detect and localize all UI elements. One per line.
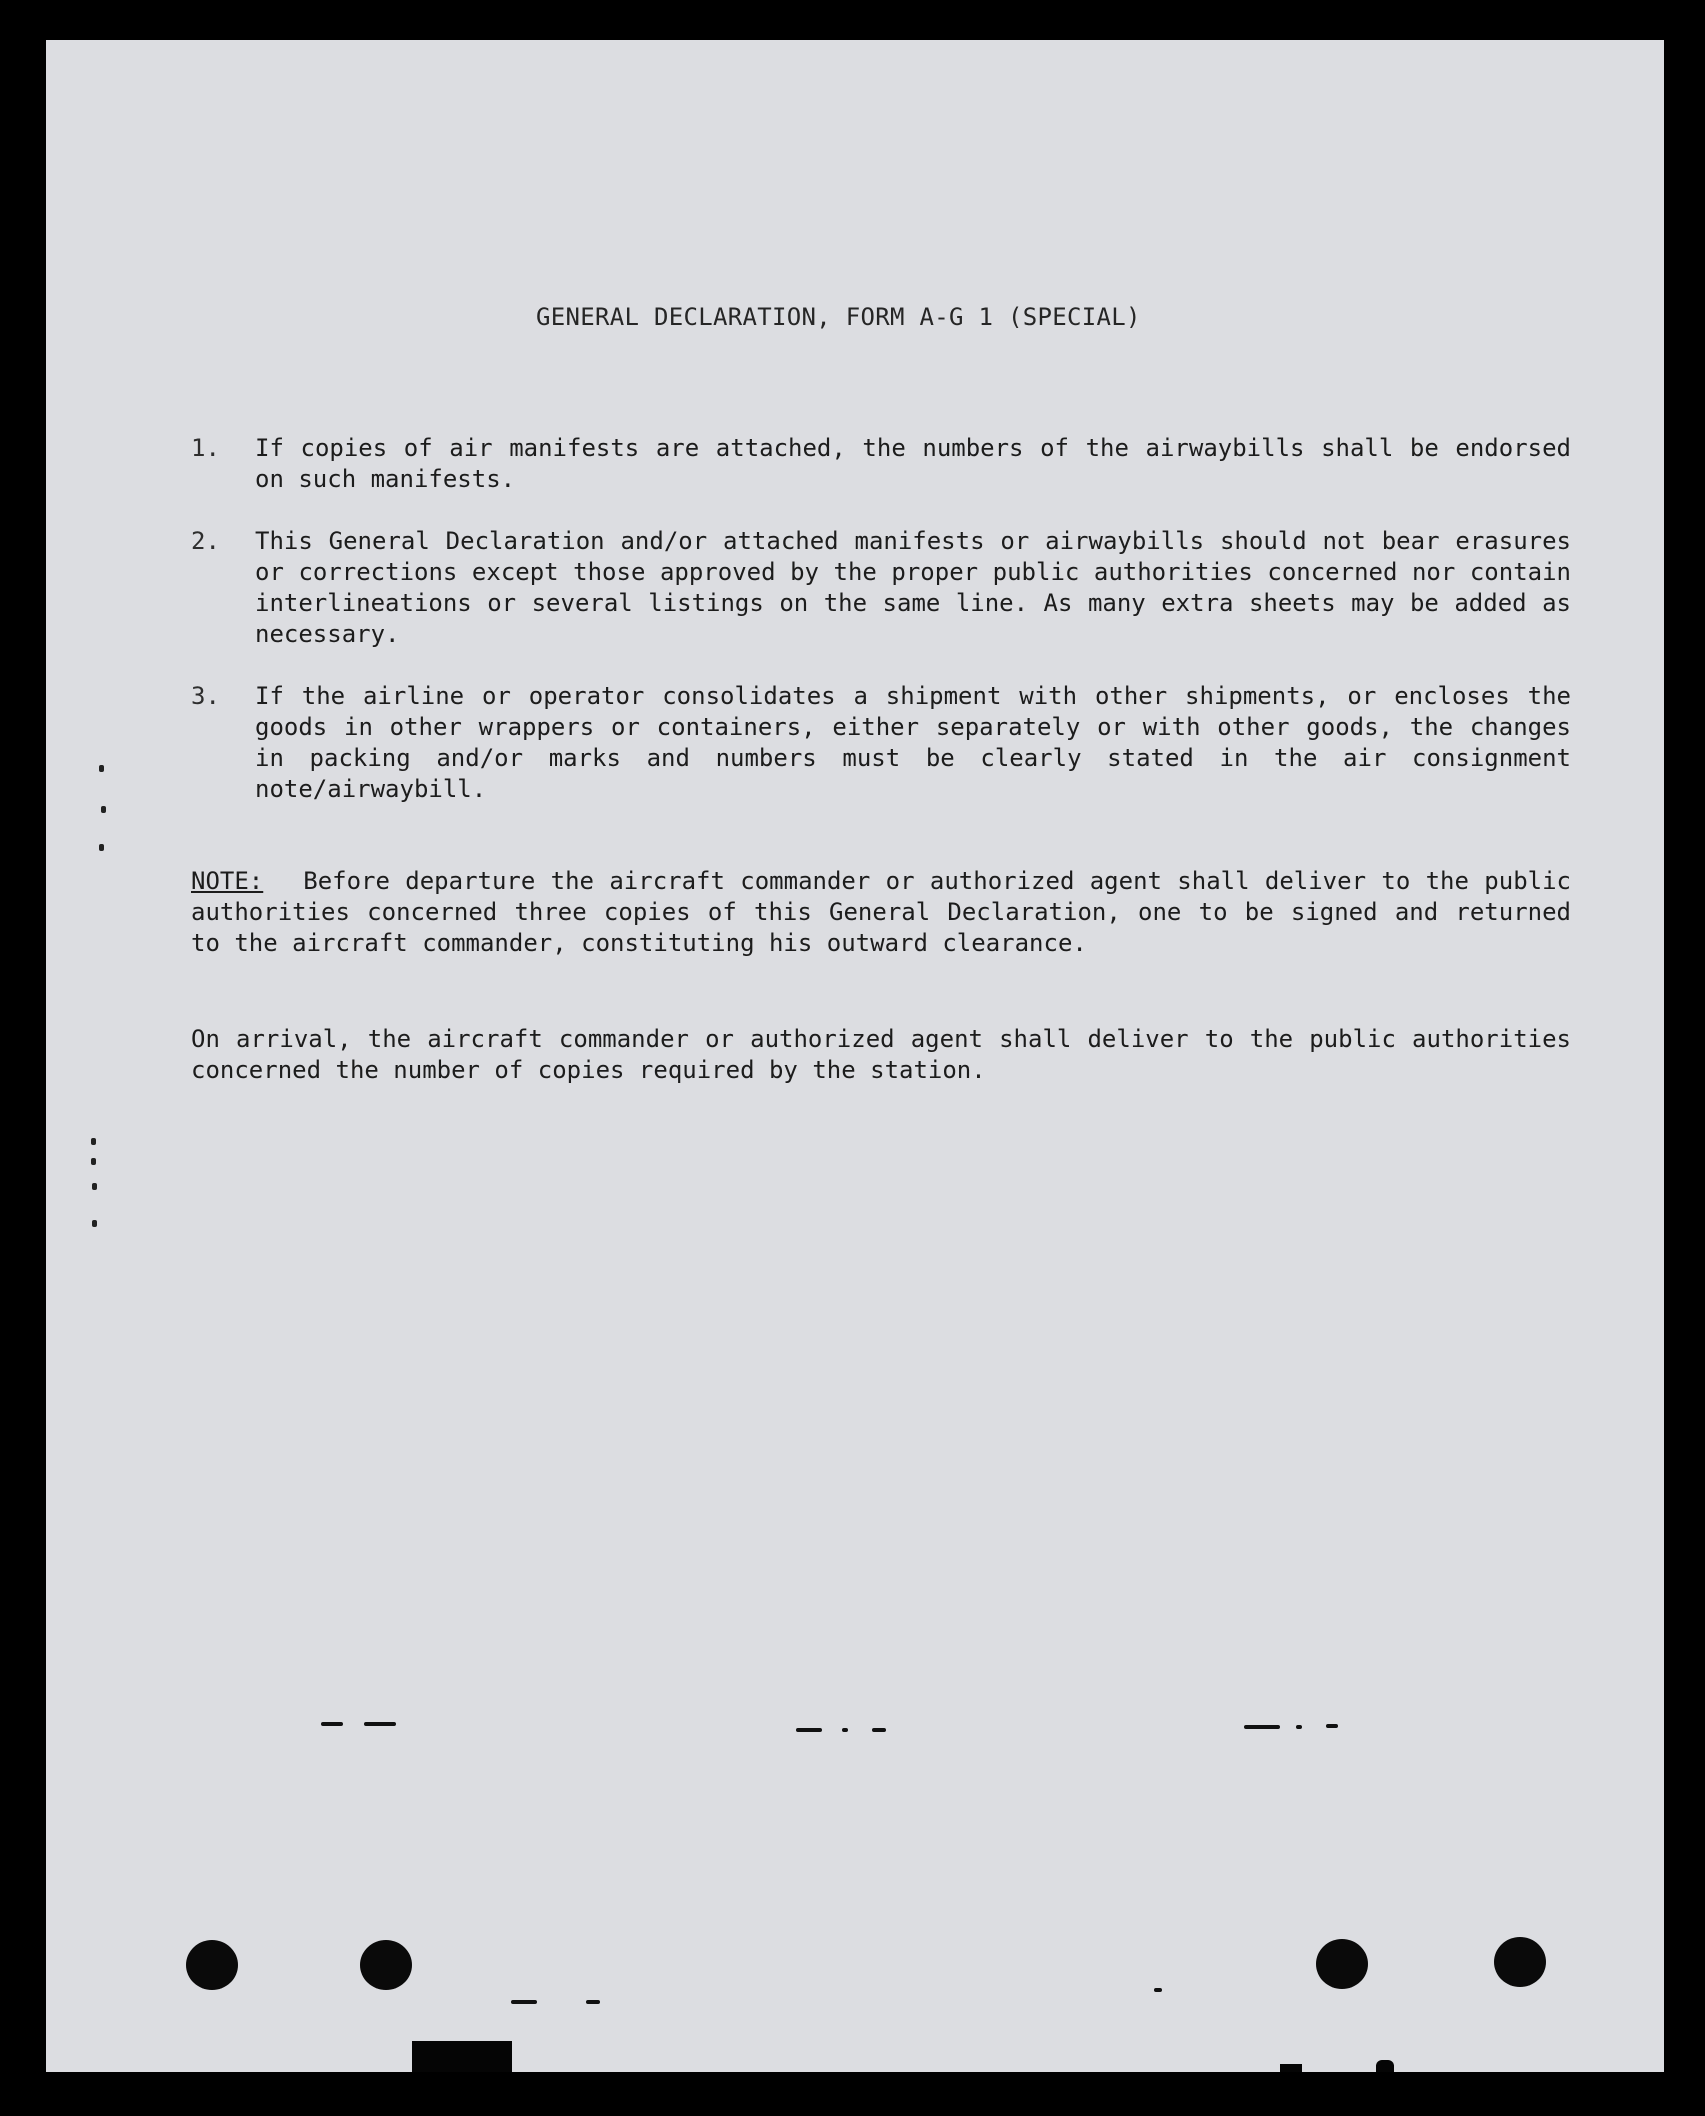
scan-speck: [92, 1183, 97, 1190]
scan-mark: [796, 1728, 822, 1732]
punch-hole: [186, 1940, 238, 1990]
note-paragraph: [191, 866, 1571, 959]
item-number: 1.: [191, 434, 220, 462]
scan-mark: [872, 1728, 886, 1732]
scan-mark: [321, 1722, 343, 1726]
scan-speck: [101, 806, 106, 813]
note-text: Before departure the aircraft commander or authorized agent shall deliver to the public authorities concerned three copies of this General Declaration, one to be signed and returned to the aircraft commander, constituting his outward clearance.: [191, 867, 1571, 957]
note-label: NOTE:: [191, 867, 264, 895]
scan-mark: [511, 2000, 537, 2004]
punch-hole: [1494, 1937, 1546, 1987]
scan-mark: [364, 1722, 396, 1726]
scan-mark: [1296, 1725, 1302, 1729]
scan-mark: [586, 2000, 600, 2004]
scan-blot: [412, 2041, 512, 2072]
scan-mark: [1154, 1988, 1162, 1992]
scan-speck: [91, 1138, 96, 1145]
scan-speck: [99, 765, 104, 772]
item-number: 2.: [191, 527, 220, 555]
scan-speck: [99, 844, 104, 851]
arrival-paragraph: On arrival, the aircraft commander or authorized agent shall deliver to the public authorities concerned the number of copies required by the station.: [191, 1025, 1571, 1084]
scan-speck: [91, 1158, 96, 1165]
scan-mark: [842, 1728, 848, 1732]
punch-hole: [1316, 1939, 1368, 1989]
item-text: If copies of air manifests are attached, the numbers of the airwaybills shall be endorsed on such manifests.: [255, 434, 1571, 493]
document-title: GENERAL DECLARATION, FORM A-G 1 (SPECIAL): [536, 303, 1141, 331]
item-number: 3.: [191, 682, 220, 710]
item-text: If the airline or operator consolidates a shipment with other shipments, or encloses the goods in other wrappers or containers, either separately or with other goods, the changes in packing and/or marks and numbers must be clearly stated in the air consignment note/airwaybill.: [255, 682, 1571, 803]
punch-hole: [360, 1940, 412, 1990]
scan-blot: [1376, 2060, 1394, 2072]
scan-mark: [1244, 1725, 1280, 1729]
scan-speck: [92, 1220, 97, 1227]
document-page: [46, 40, 1664, 2072]
item-text: This General Declaration and/or attached manifests or airwaybills should not bear erasures or corrections except those approved by the proper public authorities concerned nor contain interlineations or several listings on the same line. As many extra sheets may be added as necessary.: [255, 527, 1571, 648]
scan-mark: [1326, 1724, 1338, 1728]
scan-blot: [1280, 2064, 1302, 2072]
